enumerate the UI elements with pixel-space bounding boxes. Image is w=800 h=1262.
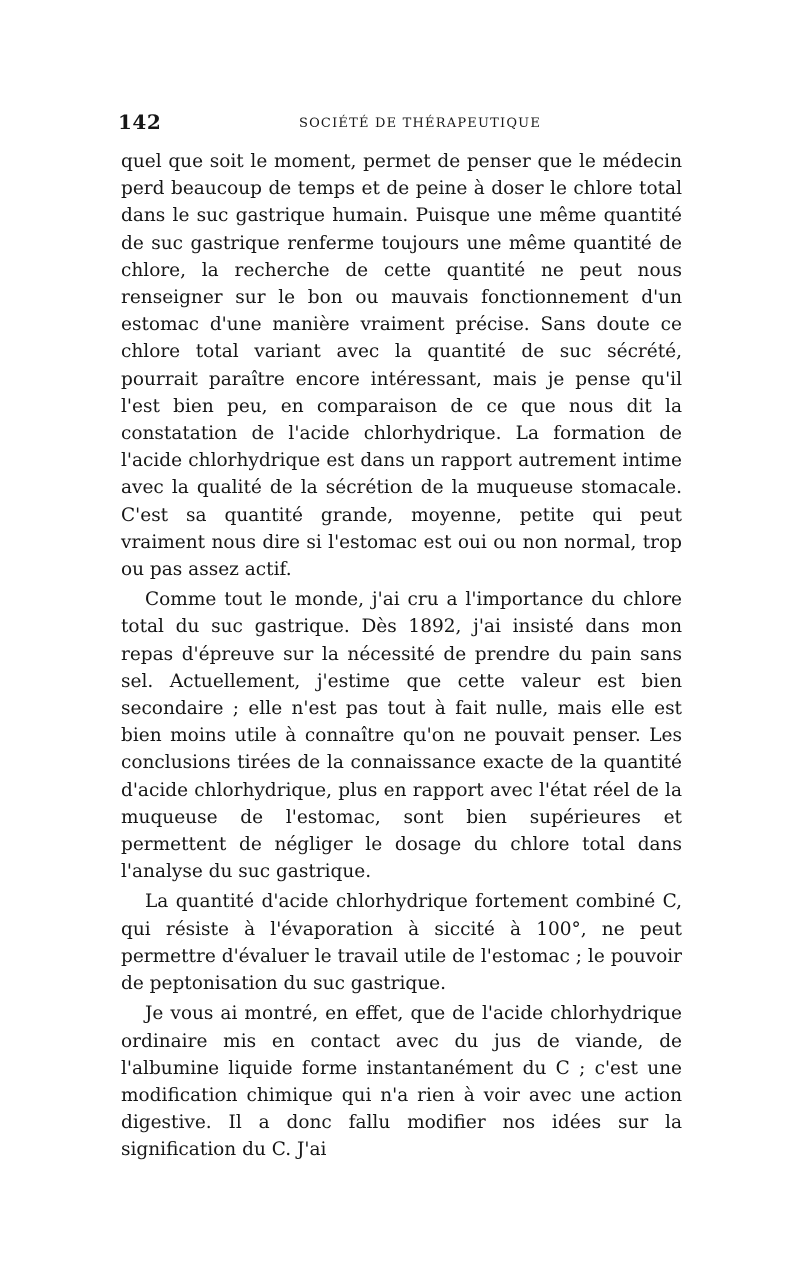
paragraph: Comme tout le monde, j'ai cru a l'importance du chlore total du suc gastrique. Dès 1892, j'ai insisté dans mon repas d'épreuve sur la nécessité de prendre du pain sans sel. Actuellement, j'estime que cette valeur est bien secondaire ; elle n'est pas tout à fait nulle, mais elle est bien moins utile à connaître qu'on ne pouvait penser. Les conclusions tirées de la connaissance exacte de la quantité d'acide chlorhydrique, plus en rapport avec l'état réel de la muqueuse de l'estomac, sont bien supérieures et permettent de négliger le dosage du chlore total dans l'analyse du suc gastrique. (121, 589, 682, 883)
paragraph: La quantité d'acide chlorhydrique fortement combiné C, qui résiste à l'évaporation à siccité à 100°, ne peut permettre d'évaluer le travail utile de l'estomac ; le pouvoir de peptonisation du suc gastrique. (121, 891, 682, 995)
running-head (118, 110, 682, 140)
page-number: 142 (118, 110, 162, 134)
body-text (121, 148, 682, 1164)
running-title: SOCIÉTÉ DE THÉRAPEUTIQUE (298, 116, 542, 131)
paragraph-continued: quel que soit le moment, permet de penser que le médecin perd beaucoup de temps et de peine à doser le chlore total dans le suc gastrique humain. Puisque une même quantité de suc gastrique renferme toujours une même quantité de chlore, la recherche de cette quantité ne peut nous renseigner sur le bon ou mauvais fonctionnement d'un estomac d'une manière vraiment précise. Sans doute ce chlore total variant avec la quantité de suc sécrété, pourrait paraître encore intéressant, mais je pense qu'il l'est bien peu, en comparaison de ce que nous dit la constatation de l'acide chlorhydrique. La formation de l'acide chlorhydrique est dans un rapport autrement intime avec la qualité de la sécrétion de la muqueuse stomacale. C'est sa quantité grande, moyenne, petite qui peut vraiment nous dire si l'estomac est oui ou non normal, trop ou pas assez actif. (121, 151, 682, 581)
paragraph: Je vous ai montré, en effet, que de l'acide chlorhydrique ordinaire mis en contact avec du jus de viande, de l'albumine liquide forme instantanément du C ; c'est une modification chimique qui n'a rien à voir avec une action digestive. Il a donc fallu modifier nos idées sur la signification du C. J'ai (121, 1003, 682, 1161)
